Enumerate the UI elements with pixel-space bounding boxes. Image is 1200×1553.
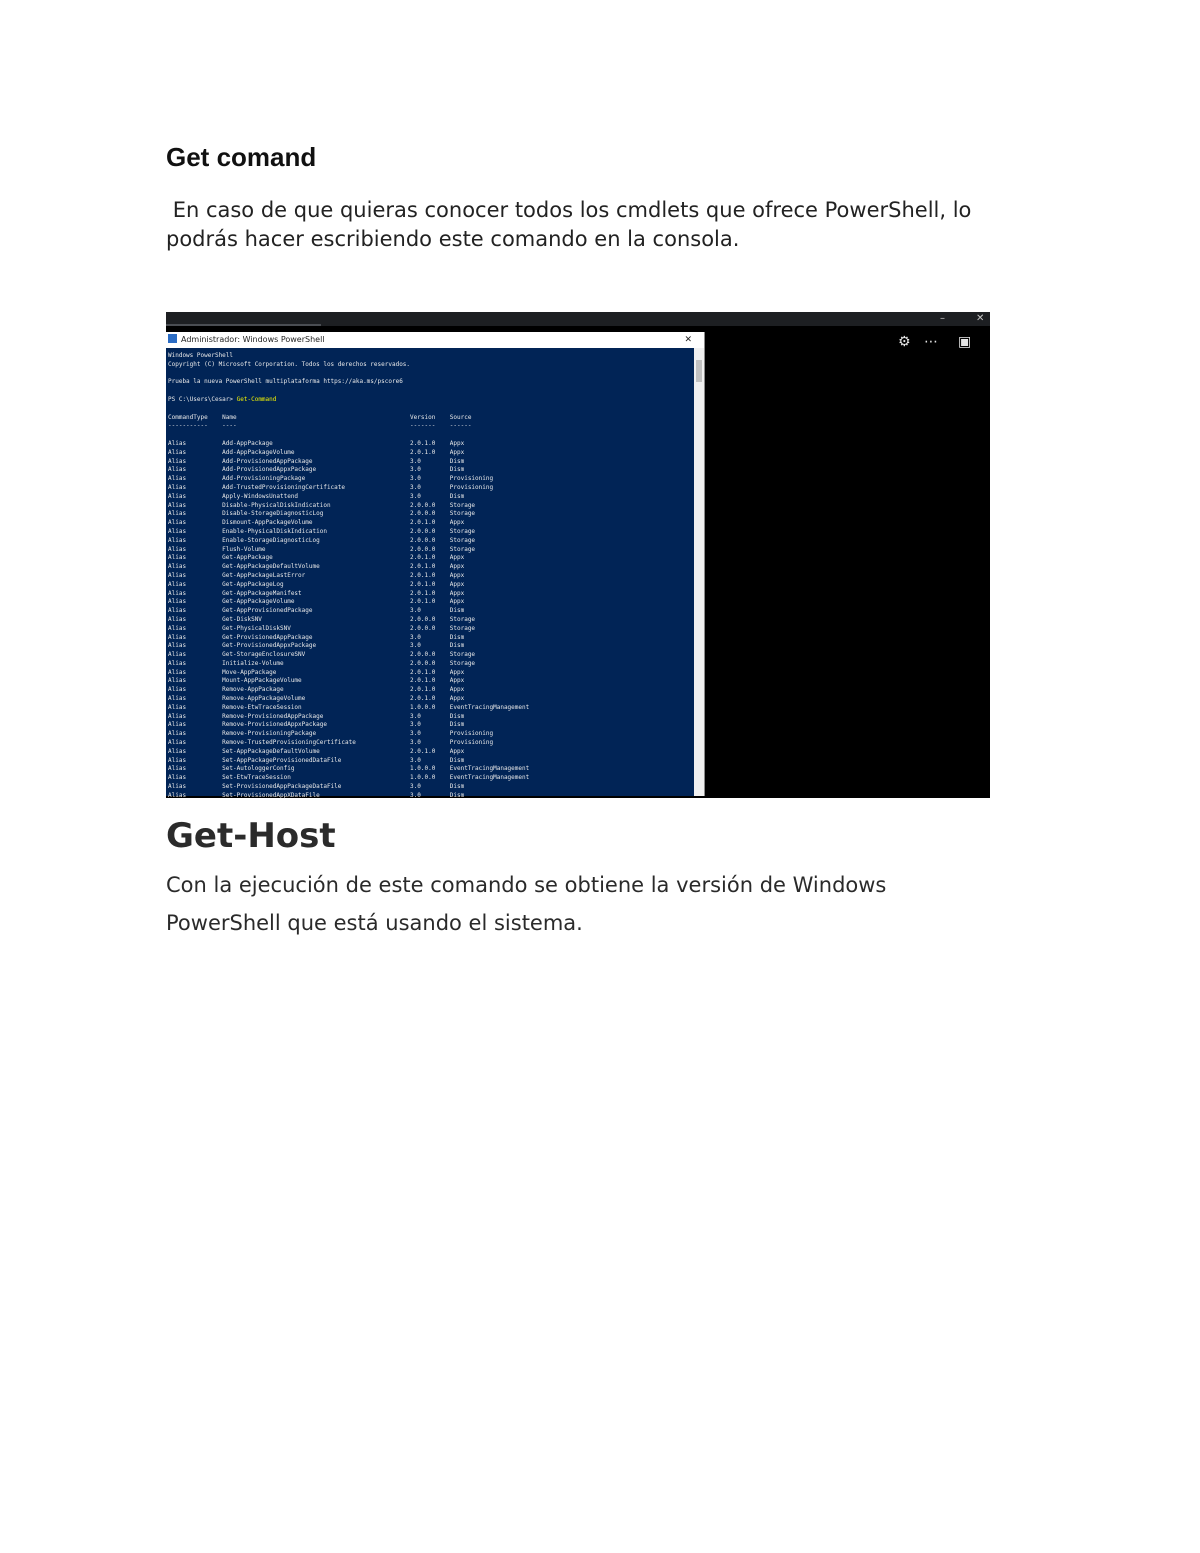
console-table-row: Alias Initialize-Volume 2.0.0.0 Storage: [168, 659, 476, 667]
console-table-row: Alias Flush-Volume 2.0.0.0 Storage: [168, 545, 476, 553]
console-table-row: Alias Enable-PhysicalDiskIndication 2.0.0.0 Storage: [168, 527, 476, 535]
console-table-row: Alias Add-TrustedProvisioningCertificate 3.0 Provisioning: [168, 483, 494, 491]
console-table-row: Alias Get-DiskSNV 2.0.0.0 Storage: [168, 615, 476, 623]
close-icon[interactable]: ✕: [976, 313, 985, 324]
console-table-row: Alias Set-ProvisionedAppPackageDataFile 3.0 Dism: [168, 783, 465, 791]
console-table-row: Alias Get-AppPackageManifest 2.0.1.0 Appx: [168, 589, 465, 597]
console-table-row: Alias Set-ProvisionedAppXDataFile 3.0 Dism: [168, 791, 465, 799]
console-table-row: Alias Apply-WindowsUnattend 3.0 Dism: [168, 492, 465, 500]
console-blank-line: [168, 405, 688, 414]
console-blank-line: [168, 370, 688, 379]
console-table-row: Alias Remove-AppPackageVolume 2.0.1.0 Appx: [168, 695, 465, 703]
minimize-icon[interactable]: –: [940, 313, 945, 324]
console-table-row: Alias Enable-StorageDiagnosticLog 2.0.0.0 Storage: [168, 536, 476, 544]
console-table-row: Alias Get-PhysicalDiskSNV 2.0.0.0 Storage: [168, 624, 476, 632]
console-table-row: Alias Get-AppPackageVolume 2.0.1.0 Appx: [168, 598, 465, 606]
console-table-row: Alias Get-ProvisionedAppPackage 3.0 Dism: [168, 633, 465, 641]
terminal-title-bar: [166, 312, 990, 326]
console-output: [168, 352, 688, 799]
console-table-row: Alias Add-ProvisionedAppPackage 3.0 Dism: [168, 457, 465, 465]
console-table-row: Alias Remove-AppPackage 2.0.1.0 Appx: [168, 686, 465, 694]
powershell-window: [166, 332, 705, 799]
console-table-row: Alias Disable-StorageDiagnosticLog 2.0.0.0 Storage: [168, 510, 476, 518]
console-header-line: Copyright (C) Microsoft Corporation. Todos los derechos reservados.: [168, 360, 411, 368]
console-table-row: Alias Move-AppPackage 2.0.1.0 Appx: [168, 668, 465, 676]
console-command: Get-Command: [236, 395, 277, 403]
console-blank-line: [168, 387, 688, 396]
section-paragraph-get-comand: En caso de que quieras conocer todos los cmdlets que ofrece PowerShell, lo podrás hacer escribiendo este comando en la consola.: [166, 198, 979, 251]
section-heading-get-comand: Get comand: [166, 142, 317, 172]
console-table-row: Alias Mount-AppPackageVolume 2.0.1.0 Appx: [168, 677, 465, 685]
console-blank-line: [168, 431, 688, 440]
console-table-row: Alias Set-EtwTraceSession 1.0.0.0 EventTracingManagement: [168, 774, 530, 782]
dock-panel-icon[interactable]: ▣: [958, 334, 972, 350]
console-table-row: Alias Remove-ProvisioningPackage 3.0 Provisioning: [168, 730, 494, 738]
terminal-tab-indicator: [166, 324, 321, 326]
powershell-close-icon[interactable]: ✕: [684, 335, 692, 345]
section-heading-get-host: Get-Host: [166, 816, 336, 856]
console-column-underline: ----------- ---- ------- ------: [168, 422, 472, 430]
console-table-row: Alias Remove-ProvisionedAppPackage 3.0 Dism: [168, 712, 465, 720]
console-table-row: Alias Get-StorageEnclosureSNV 2.0.0.0 Storage: [168, 651, 476, 659]
console-table-row: Alias Dismount-AppPackageVolume 2.0.1.0 Appx: [168, 519, 465, 527]
console-table-row: Alias Get-AppPackageDefaultVolume 2.0.1.0 Appx: [168, 563, 465, 571]
console-prompt: PS C:\Users\Cesar>: [168, 395, 237, 403]
console-table-row: Alias Add-ProvisionedAppxPackage 3.0 Dism: [168, 466, 465, 474]
console-column-headers: CommandType Name Version Source: [168, 413, 472, 421]
console-table-row: Alias Set-AutologgerConfig 1.0.0.0 EventTracingManagement: [168, 765, 530, 773]
console-table-row: Alias Add-AppPackage 2.0.1.0 Appx: [168, 439, 465, 447]
console-prompt-line: [168, 396, 688, 405]
console-table-row: Alias Set-AppPackageDefaultVolume 2.0.1.0 Appx: [168, 747, 465, 755]
scrollbar[interactable]: [694, 348, 704, 796]
console-table-row: Alias Remove-EtwTraceSession 1.0.0.0 EventTracingManagement: [168, 703, 530, 711]
console-table-row: Alias Remove-TrustedProvisioningCertificate 3.0 Provisioning: [168, 739, 494, 747]
powershell-icon: [168, 334, 177, 343]
console-info-line: Prueba la nueva PowerShell multiplataforma https://aka.ms/pscore6: [168, 378, 403, 386]
powershell-title-bar: [166, 332, 704, 348]
console-table-row: Alias Add-ProvisioningPackage 3.0 Provisioning: [168, 475, 494, 483]
console-header-line: Windows PowerShell: [168, 352, 234, 359]
console-table-row: Alias Get-AppPackageLastError 2.0.1.0 Appx: [168, 571, 465, 579]
terminal-screenshot: [166, 312, 990, 798]
scrollbar-thumb[interactable]: [696, 360, 702, 382]
console-table-row: Alias Add-AppPackageVolume 2.0.1.0 Appx: [168, 448, 465, 456]
console-table-row: Alias Set-AppPackageProvisionedDataFile 3.0 Dism: [168, 756, 465, 764]
console-table-row: Alias Get-AppPackageLog 2.0.1.0 Appx: [168, 580, 465, 588]
console-table-row: Alias Remove-ProvisionedAppxPackage 3.0 Dism: [168, 721, 465, 729]
settings-icon[interactable]: ⚙: [898, 334, 911, 350]
console-table-row: Alias Get-ProvisionedAppxPackage 3.0 Dism: [168, 642, 465, 650]
console-table-row: Alias Disable-PhysicalDiskIndication 2.0.0.0 Storage: [168, 501, 476, 509]
console-table-row: Alias Get-AppPackage 2.0.1.0 Appx: [168, 554, 465, 562]
more-options-icon[interactable]: ⋯: [924, 334, 938, 350]
powershell-title: Administrador: Windows PowerShell: [181, 335, 325, 344]
section-paragraph-get-host: Con la ejecución de este comando se obtiene la versión de Windows PowerShell que está usando el sistema.: [166, 873, 887, 935]
console-table-row: Alias Get-AppProvisionedPackage 3.0 Dism: [168, 607, 465, 615]
